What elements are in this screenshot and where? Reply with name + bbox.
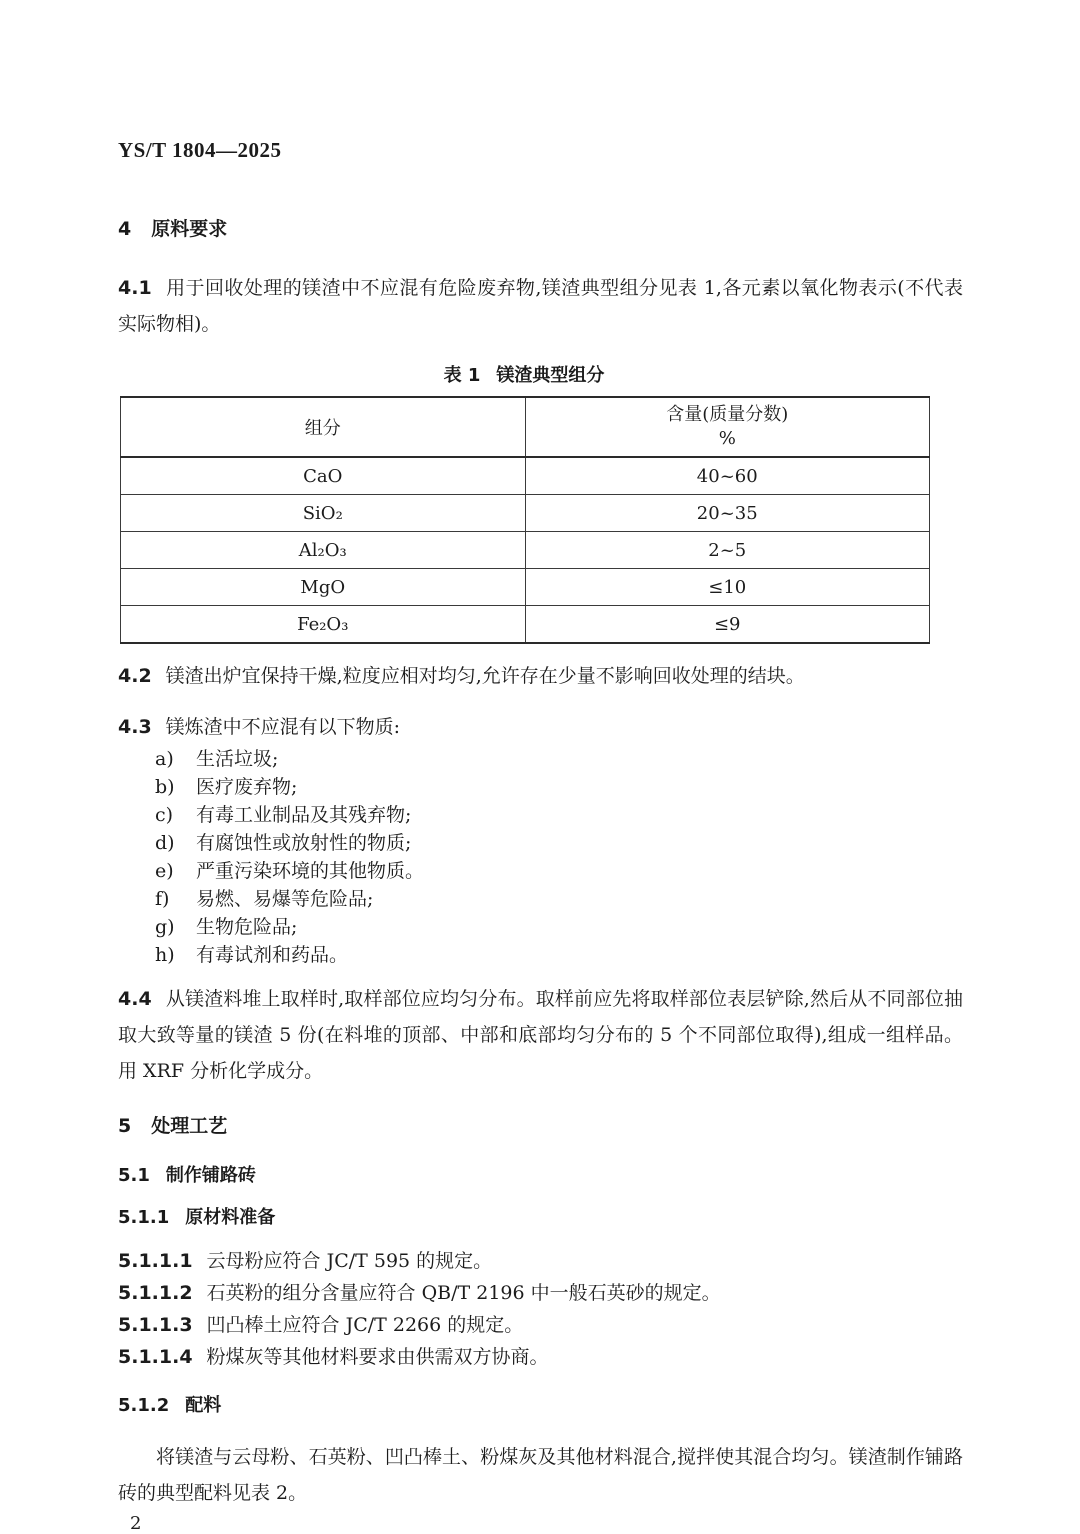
subsection-5-1-2-number: 5.1.2 (118, 1395, 170, 1416)
list-item (118, 829, 963, 857)
table-1-col1-header: 组分 (121, 397, 526, 457)
subsection-5-1-number: 5.1 (118, 1165, 150, 1186)
content-cell: ≤10 (525, 569, 930, 606)
table-1-caption (118, 361, 930, 387)
list-item (118, 941, 963, 969)
list-item-marker: f) (155, 888, 170, 910)
list-item-marker: a) (155, 748, 174, 770)
list-item-marker: c) (155, 804, 174, 826)
clause-4-1 (118, 270, 963, 342)
table-1-col2-header-line1: 含量(质量分数) (666, 404, 789, 425)
list-item-text: 有毒工业制品及其残弃物; (196, 804, 412, 826)
section-4-title: 原料要求 (151, 218, 228, 240)
section-4-heading (118, 216, 963, 242)
clause-4-1-text: 用于回收处理的镁渣中不应混有危险废弃物,镁渣典型组分见表 1,各元素以氧化物表示(不代表实际物相)。 (118, 277, 963, 335)
clause-4-2-number: 4.2 (118, 665, 152, 687)
standard-number-header: YS/T 1804—2025 (118, 138, 282, 162)
table-1-col2-header (525, 397, 930, 457)
list-item (118, 745, 963, 773)
list-item-marker: b) (155, 776, 175, 798)
table-row (121, 457, 930, 495)
table-1-col2-header-line2: % (718, 428, 736, 449)
clause-4-3-text: 镁炼渣中不应混有以下物质: (165, 716, 401, 738)
section-5-number: 5 (118, 1115, 132, 1137)
content-cell: 2~5 (525, 532, 930, 569)
component-cell: Al₂O₃ (121, 532, 526, 569)
clause-4-4 (118, 981, 963, 1089)
clause-5-1-1-2 (118, 1277, 963, 1309)
component-cell: SiO₂ (121, 495, 526, 532)
list-item-text: 生物危险品; (196, 916, 298, 938)
clause-4-2 (118, 660, 963, 692)
clause-5-1-1-4 (118, 1341, 963, 1373)
clause-5-1-1-4-number: 5.1.1.4 (118, 1346, 193, 1368)
clause-4-4-text: 从镁渣料堆上取样时,取样部位应均匀分布。取样前应先将取样部位表层铲除,然后从不同部位抽取大致等量的镁渣 5 份(在料堆的顶部、中部和底部均匀分布的 5 个不同部位取得),组成一组样品。用 XRF 分析化学成分。 (118, 988, 963, 1082)
component-cell: CaO (121, 457, 526, 495)
subsection-5-1-1-heading (118, 1205, 963, 1231)
section-4-number: 4 (118, 218, 132, 240)
list-item-marker: g) (155, 916, 175, 938)
list-item-text: 医疗废弃物; (196, 776, 298, 798)
list-item-text: 生活垃圾; (196, 748, 279, 770)
subsection-5-1-heading (118, 1163, 963, 1189)
clause-5-1-1-4-text: 粉煤灰等其他材料要求由供需双方协商。 (206, 1346, 549, 1368)
paragraph-5-1-2: 将镁渣与云母粉、石英粉、凹凸棒土、粉煤灰及其他材料混合,搅拌使其混合均匀。镁渣制作铺路砖的典型配料见表 2。 (118, 1446, 963, 1504)
clause-5-1-1-3 (118, 1309, 963, 1341)
content-cell: ≤9 (525, 606, 930, 644)
table-row (121, 532, 930, 569)
clause-4-3-number: 4.3 (118, 716, 152, 738)
clause-4-3 (118, 711, 963, 743)
clause-5-1-1-3-text: 凹凸棒土应符合 JC/T 2266 的规定。 (206, 1314, 524, 1336)
list-item (118, 801, 963, 829)
clause-5-1-1-2-text: 石英粉的组分含量应符合 QB/T 2196 中一般石英砂的规定。 (206, 1282, 721, 1304)
table-1-composition (120, 396, 930, 644)
section-5-heading (118, 1113, 963, 1139)
subsection-5-1-2-title: 配料 (185, 1395, 222, 1416)
clause-4-2-text: 镁渣出炉宜保持干燥,粒度应相对均匀,允许存在少量不影响回收处理的结块。 (165, 665, 805, 687)
component-cell: Fe₂O₃ (121, 606, 526, 644)
subsection-5-1-title: 制作铺路砖 (165, 1165, 256, 1186)
content-cell: 40~60 (525, 457, 930, 495)
clause-4-3-list (118, 745, 963, 969)
list-item-text: 有毒试剂和药品。 (196, 944, 349, 966)
clause-5-1-1-1-number: 5.1.1.1 (118, 1250, 193, 1272)
clause-5-1-1-1-text: 云母粉应符合 JC/T 595 的规定。 (206, 1250, 493, 1272)
list-item (118, 885, 963, 913)
content-cell: 20~35 (525, 495, 930, 532)
table-1-caption-number: 表 1 (443, 365, 481, 386)
list-item-text: 易燃、易爆等危险品; (196, 888, 374, 910)
subsection-5-1-2-heading (118, 1393, 963, 1419)
section-5-title: 处理工艺 (151, 1115, 228, 1137)
table-row (121, 606, 930, 644)
subsection-5-1-1-title: 原材料准备 (185, 1207, 276, 1228)
list-item-marker: e) (155, 860, 174, 882)
table-row (121, 569, 930, 606)
list-item (118, 913, 963, 941)
list-item-text: 严重污染环境的其他物质。 (196, 860, 425, 882)
clause-4-1-number: 4.1 (118, 277, 152, 299)
page-content (118, 138, 963, 1534)
clause-5-1-1-2-number: 5.1.1.2 (118, 1282, 193, 1304)
component-cell: MgO (121, 569, 526, 606)
list-item (118, 773, 963, 801)
table-row (121, 495, 930, 532)
clause-5-1-1-3-number: 5.1.1.3 (118, 1314, 193, 1336)
table-1-header-row (121, 397, 930, 457)
list-item-marker: h) (155, 944, 175, 966)
list-item-text: 有腐蚀性或放射性的物质; (196, 832, 412, 854)
table-1-caption-title: 镁渣典型组分 (496, 365, 605, 386)
list-item (118, 857, 963, 885)
clause-5-1-1-1 (118, 1245, 963, 1277)
clause-4-4-number: 4.4 (118, 988, 152, 1010)
page-number: 2 (130, 1513, 142, 1534)
subsection-5-1-1-number: 5.1.1 (118, 1207, 170, 1228)
list-item-marker: d) (155, 832, 175, 854)
